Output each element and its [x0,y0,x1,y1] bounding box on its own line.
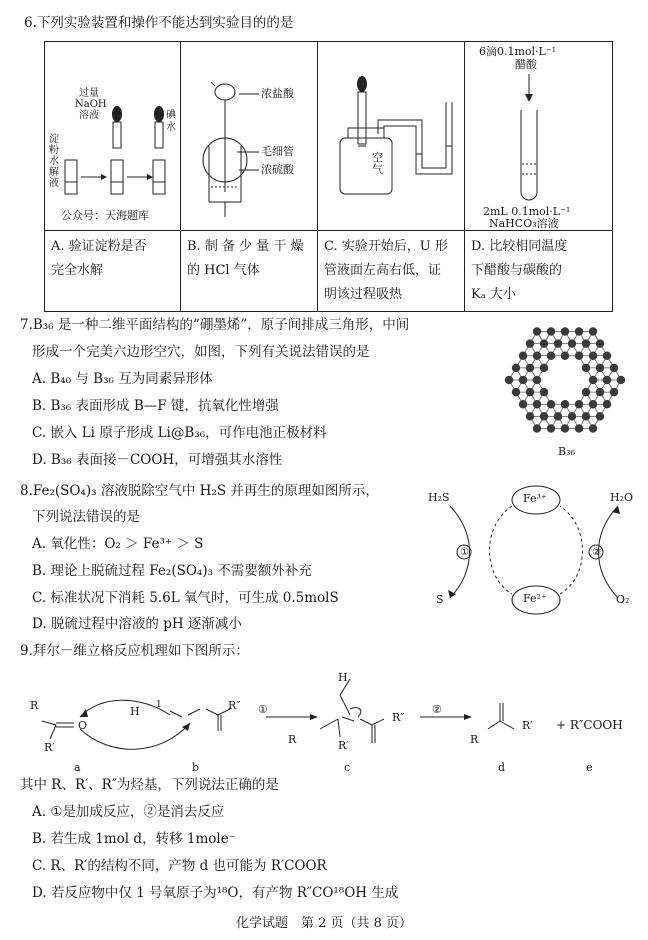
lattice-atom [554,339,562,347]
label-air-2: 气 [372,163,383,176]
lattice-atom [596,339,604,347]
lattice-atom [568,339,576,347]
q6-figure-c [318,42,465,231]
label-iodine-1: 碘 [166,110,176,121]
lattice-atom [519,400,527,408]
label-conc-hcl: 浓盐酸 [261,87,294,100]
scheme-plus-acid: + R″COOH [556,718,623,732]
lattice-atom [547,424,555,432]
lattice-atom [519,376,527,384]
lattice-atom [526,412,534,420]
scheme-a-r: R [30,699,39,712]
cycle-fe3: Fe³⁺ [523,492,547,505]
lattice-atom [603,352,611,360]
borophene-lattice-figure [490,310,640,450]
q8-line-2: 下列说法错误的是 [32,509,140,525]
lattice-atom [582,388,590,396]
lattice-atom [589,424,597,432]
q9-stem: 9.拜尔－维立格反应机理如下图所示： [20,643,249,659]
lattice-atom [540,339,548,347]
q9-option-c: C. R、R′的结构不同，产物 d 也可能为 R′COOR [32,858,327,874]
lattice-atom [526,364,534,372]
scheme-label-c: c [344,761,351,774]
q9-line-condition: 其中 R、R′、R″为烃基，下列说法正确的是 [20,777,279,793]
lattice-atom [540,388,548,396]
scheme-d-r1: R′ [522,719,533,732]
label-iodine-2: 水 [166,122,176,133]
lattice-atom [533,376,541,384]
cycle-h2o: H₂O [610,491,634,504]
lattice-atom [512,364,520,372]
lattice-atom [561,352,569,360]
cycle-step-1: ① [460,547,469,558]
label-excess: 过量 [79,88,99,99]
label-naoh: NaOH [75,99,107,110]
q6-option-a: A. 验证淀粉是否 完全水解 [45,231,181,312]
lattice-atom [575,424,583,432]
scheme-a-o: O [78,719,88,732]
label-starch-4: 解 [49,167,59,178]
lattice-atom [617,376,625,384]
q8-option-a: A. 氧化性：O₂ ＞ Fe³⁺ ＞ S [32,536,204,552]
q8-option-b: B. 理论上脱硫过程 Fe₂(SO₄)₃ 不需要额外补充 [32,563,312,579]
lattice-atom [603,376,611,384]
borophene-label: B₃₆ [558,445,575,458]
lattice-atom [512,388,520,396]
q7-line-1: 7.B₃₆ 是一种二维平面结构的“硼墨烯”，原子间排成三角形，中间 [20,317,410,333]
lattice-atom [610,364,618,372]
q6-figure-a [45,42,181,231]
cycle-h2s: H₂S [428,491,450,504]
label-starch-1: 淀 [49,134,59,145]
label-nahco3: NaHCO₃溶液 [489,217,559,230]
lattice-atom [596,388,604,396]
q6-option-b: B. 制 备 少 量 干 燥 的 HCl 气体 [181,231,318,312]
lattice-atom [582,339,590,347]
lattice-atom [589,376,597,384]
q7-option-b: B. B₃₆ 表面形成 B—F 键，抗氧化性增强 [32,398,279,414]
watermark-text: 公众号：天海题库 [61,209,149,222]
scheme-c-h: H [338,671,348,684]
scheme-label-b: b [192,761,200,774]
cycle-step-2: ② [592,547,601,558]
lattice-atom [533,352,541,360]
q6-figure-d [465,42,613,231]
lattice-atom [547,327,555,335]
q7-line-2: 形成一个完美六边形空穴，如图，下列有关说法错误的是 [32,344,370,360]
lattice-atom [575,352,583,360]
q6-d-apparatus [465,42,612,230]
lattice-atom [561,424,569,432]
scheme-d-r: R [470,733,479,746]
q9-option-a: A. ①是加成反应，②是消去反应 [32,804,225,820]
q6-option-d: D. 比较相同温度 下醋酸与碳酸的 Kₐ 大小 [465,231,613,312]
lattice-atom [589,400,597,408]
label-starch-2: 粉 [49,145,59,156]
lattice-atom [568,412,576,420]
q6-experiment-table [44,41,613,312]
lattice-atom [526,339,534,347]
lattice-atom [589,327,597,335]
lattice-atom [505,376,513,384]
label-solution: 溶液 [79,110,99,121]
lattice-atom [533,424,541,432]
lattice-atom [582,412,590,420]
lattice-atom [575,327,583,335]
lattice-atom [540,364,548,372]
q6-c-apparatus [318,42,464,230]
lattice-atom [596,412,604,420]
scheme-b-h: H [130,705,140,718]
lattice-atom [526,388,534,396]
scheme-label-e: e [586,761,593,774]
scheme-b-r2: R″ [228,699,241,712]
scheme-label-a: a [74,761,81,774]
q9-option-b: B. 若生成 1mol d，转移 1mole⁻ [32,831,236,847]
lattice-atom [547,352,555,360]
label-starch-5: 液 [49,178,59,189]
label-conc-h2so4: 浓硫酸 [261,163,294,176]
q6-option-c: C. 实验开始后，U 形 管液面左高右低，证 明该过程吸热 [318,231,465,312]
lattice-atom [610,388,618,396]
q8-line-1: 8.Fe₂(SO₄)₃ 溶液脱除空气中 H₂S 并再生的原理如图所示， [20,483,379,499]
page-footer: 化学试题 第 2 页（共 8 页） [235,916,413,931]
q8-option-d: D. 脱硫过程中溶液的 pH 逐渐减小 [32,616,242,632]
label-acetic-conc: 6滴0.1mol·L⁻¹ [479,45,557,58]
label-acetic: 醋酸 [515,58,537,71]
q6-a-apparatus [45,42,180,230]
label-nahco3-conc: 2mL 0.1mol·L⁻¹ [483,205,571,218]
q6-b-apparatus [181,42,317,230]
scheme-step-1: ① [258,703,268,716]
scheme-c-r1: R′ [338,739,349,752]
lattice-atom [589,352,597,360]
scheme-b-num1: 1 [156,700,162,710]
q8-option-c: C. 标准状况下消耗 5.6L 氧气时，可生成 0.5molS [32,590,339,606]
q7-option-d: D. B₃₆ 表面接－COOH，可增强其水溶性 [32,452,283,468]
scheme-c-r2: R″ [392,711,405,724]
lattice-atom [582,364,590,372]
q6-stem: 6.下列实验装置和操作不能达到实验目的的是 [24,15,294,31]
cycle-fe2: Fe²⁺ [523,592,547,605]
lattice-atom [519,352,527,360]
scheme-c-r: R [288,733,297,746]
label-air-1: 空 [372,151,383,164]
lattice-atom [554,412,562,420]
lattice-atom [603,400,611,408]
q9-option-d: D. 若反应物中仅 1 号氧原子为¹⁸O，有产物 R″CO¹⁸OH 生成 [32,885,399,901]
label-capillary: 毛细管 [261,145,294,158]
q9-mechanism-scheme [20,665,640,775]
lattice-atom [547,400,555,408]
lattice-atom [533,400,541,408]
lattice-atom [575,400,583,408]
scheme-label-d: d [498,761,506,774]
q7-option-a: A. B₄₀ 与 B₃₆ 互为同素异形体 [32,371,213,387]
cycle-o2: O₂ [616,593,630,606]
lattice-atom [561,400,569,408]
scheme-step-2: ② [432,703,442,716]
scheme-a-r1: R′ [44,741,55,754]
label-starch-3: 水 [49,156,59,167]
lattice-atom [533,327,541,335]
q6-figure-b [181,42,318,231]
lattice-atom [540,412,548,420]
lattice-atom [596,364,604,372]
lattice-atom [561,327,569,335]
q7-option-c: C. 嵌入 Li 原子形成 Li@B₃₆，可作电池正极材料 [32,425,327,441]
cycle-s: S [436,593,444,606]
